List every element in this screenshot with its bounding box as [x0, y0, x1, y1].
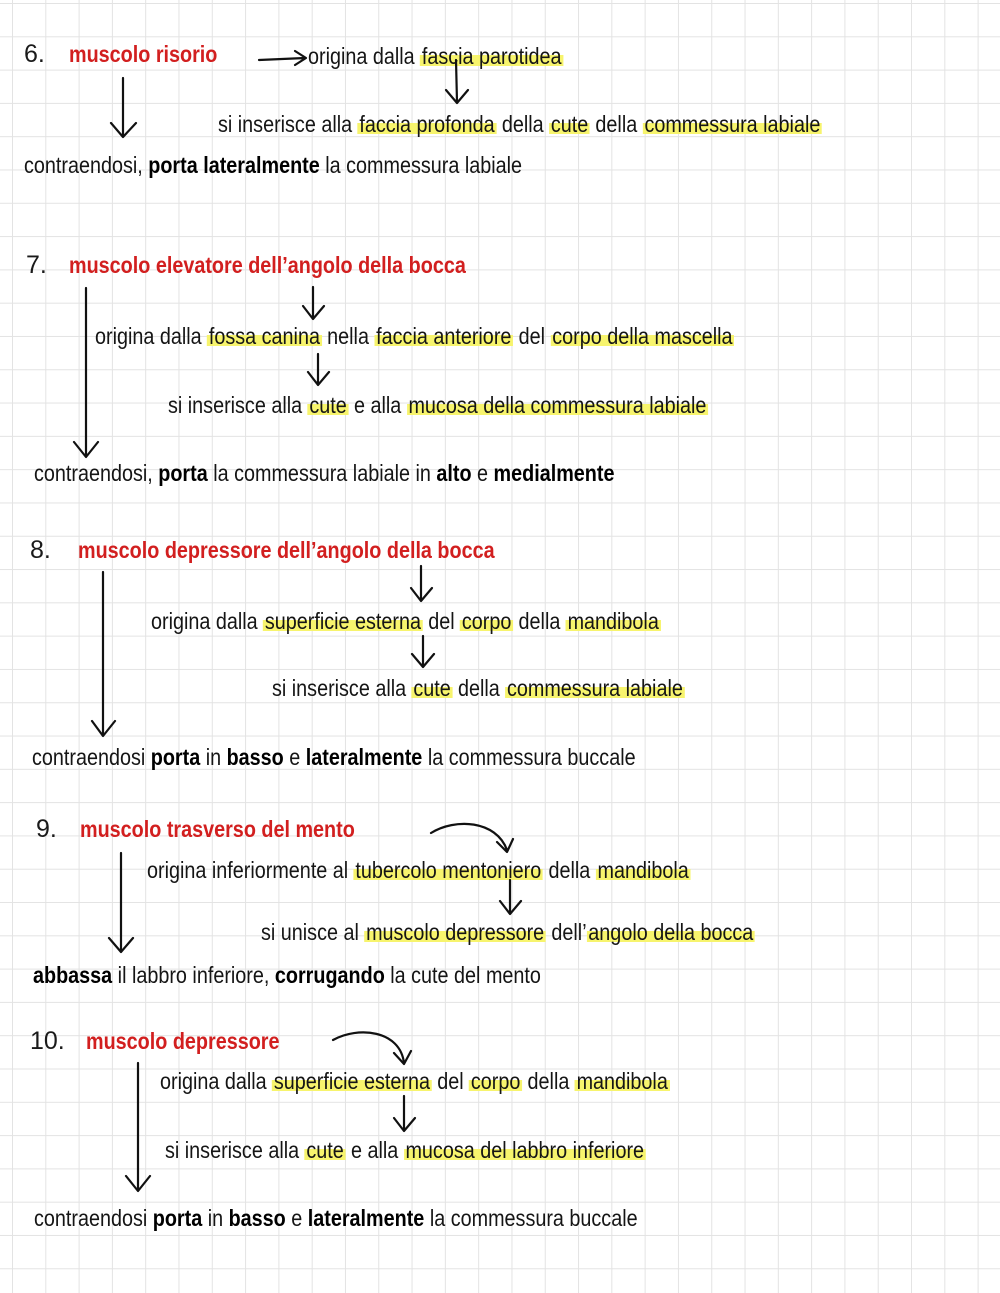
s7-down-arrow-action-icon [74, 288, 98, 457]
section-10-title: muscolo depressore [86, 1028, 280, 1054]
section-7-origin: origina dalla fossa canina nella faccia anteriore del corpo della mascella [95, 323, 733, 349]
section-10-origin: origina dalla superficie esterna del corpo della mandibola [160, 1068, 668, 1094]
section-8-title: muscolo depressore dell’angolo della bocca [78, 537, 495, 563]
section-7-action: contraendosi, porta la commessura labiale in alto e medialmente [34, 460, 615, 486]
s10-curved-arrow-icon [333, 1032, 411, 1064]
section-7-title: muscolo elevatore dell’angolo della bocca [69, 252, 466, 278]
s6-down-arrow-action-icon [111, 78, 136, 137]
section-7-number: 7. [26, 251, 47, 279]
section-6-title: muscolo risorio [69, 41, 218, 67]
section-6-origin: origina dalla fascia parotidea [308, 43, 562, 69]
s6-right-arrow-icon [259, 51, 306, 65]
s9-down-arrow-action-icon [109, 853, 133, 952]
section-9-insertion: si unisce al muscolo depressore dell’angolo della bocca [261, 919, 754, 945]
s10-down-arrow-action-icon [126, 1063, 150, 1191]
s8-down-arrow-origin-icon [411, 566, 432, 601]
s8-down-arrow-insertion-icon [412, 636, 434, 667]
section-6-insertion: si inserisce alla faccia profonda della cute della commessura labiale [218, 111, 821, 137]
s7-down-arrow-insertion-icon [308, 354, 329, 385]
section-8-insertion: si inserisce alla cute della commessura labiale [272, 675, 683, 701]
section-8-number: 8. [30, 536, 51, 564]
s10-down-arrow-insertion-icon [394, 1096, 415, 1131]
section-10-number: 10. [30, 1027, 65, 1055]
section-9-origin: origina inferiormente al tubercolo mentoniero della mandibola [147, 857, 689, 883]
s7-down-arrow-origin-icon [303, 287, 324, 319]
s9-curved-arrow-icon [431, 824, 513, 852]
section-10-insertion: si inserisce alla cute e alla mucosa del labbro inferiore [165, 1137, 645, 1163]
section-10-action: contraendosi porta in basso e lateralmente la commessura buccale [34, 1205, 638, 1231]
section-9-action: abbassa il labbro inferiore, corrugando la cute del mento [33, 962, 541, 988]
s8-down-arrow-action-icon [92, 572, 115, 736]
section-8-origin: origina dalla superficie esterna del corpo della mandibola [151, 608, 659, 634]
section-8-action: contraendosi porta in basso e lateralmente la commessura buccale [32, 744, 636, 770]
section-9-title: muscolo trasverso del mento [80, 816, 355, 842]
section-6-number: 6. [24, 40, 45, 68]
section-6-action: contraendosi, porta lateralmente la commessura labiale [24, 152, 523, 178]
s9-down-arrow-insertion-icon [500, 880, 521, 914]
section-9-number: 9. [36, 815, 57, 843]
section-7-insertion: si inserisce alla cute e alla mucosa della commessura labiale [168, 392, 707, 418]
